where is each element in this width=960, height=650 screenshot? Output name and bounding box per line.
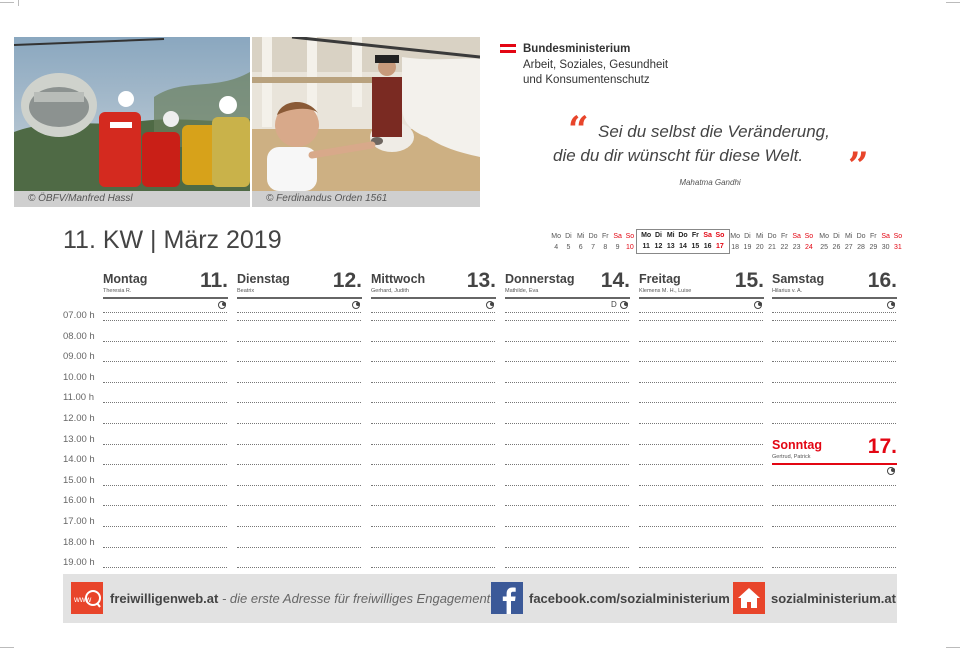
name-day-saints: Beatrix [237,288,255,294]
weekday-abbr: Sa [881,233,890,240]
entry-line[interactable] [505,526,629,527]
quote-author: Mahatma Gandhi [679,178,741,187]
mini-calendar-day: 29 [869,244,878,251]
entry-line[interactable] [772,312,896,313]
crop-mark [18,0,19,6]
weekday-abbr: So [715,232,725,239]
weekday-abbr: Mi [756,233,764,240]
entry-line[interactable] [639,464,763,465]
freiwilligenweb-link[interactable] [110,591,490,606]
mini-calendar-day: 18 [731,244,740,251]
mini-calendar-day: 16 [703,243,712,250]
weekday-abbr: Di [565,233,572,240]
www-label: www [74,595,92,604]
weekday-abbr: So [804,233,814,240]
entry-line[interactable] [505,547,629,548]
mini-calendar-day: 10 [626,244,634,251]
day-header-montag [103,271,228,299]
entry-line[interactable] [103,505,227,506]
name-day-saints: Klemens M. H., Luise [639,288,692,294]
entry-line[interactable] [103,320,227,321]
weekday-abbr: Fr [691,232,699,239]
moon-phase-icon [620,301,628,309]
moon-phase-icon [887,301,895,309]
weekday-abbr: Sa [792,233,801,240]
moon-phase-icon [352,301,360,309]
entry-line[interactable] [772,402,896,403]
entry-line[interactable] [371,361,495,362]
photo-child-horse [252,37,480,191]
day-header-freitag [639,271,764,299]
weekday-abbr: Mi [666,232,675,239]
mini-calendar-day: 4 [554,244,559,251]
mini-calendar-week [550,231,636,253]
entry-line[interactable] [772,423,896,424]
moon-phase-icon [754,301,762,309]
entry-line[interactable] [371,402,495,403]
moon-phase-icon [887,467,895,475]
entry-line[interactable] [237,464,361,465]
entry-line[interactable] [371,320,495,321]
day-name: Mittwoch [371,272,426,286]
hour-label: 09.00 h [63,351,95,363]
entry-line[interactable] [103,423,227,424]
crop-mark [946,647,960,648]
freiwilligenweb-icon[interactable] [71,582,103,614]
hour-label: 18.00 h [63,536,95,548]
mini-calendar-day: 9 [615,244,620,251]
entry-line[interactable] [639,423,763,424]
entry-line[interactable] [237,320,361,321]
weekday-abbr: Di [654,232,662,239]
day-number: 16. [867,269,897,292]
site-freiwilligenweb[interactable]: freiwilligenweb.at [110,591,219,606]
entry-line[interactable] [639,505,763,506]
entry-line[interactable] [505,444,629,445]
weekday-abbr: Fr [781,233,788,240]
weekday-abbr: Sa [703,232,712,239]
ministry-line-2: Arbeit, Soziales, Gesundheit [523,59,669,71]
mini-calendar-day: 26 [832,244,841,251]
entry-line[interactable] [639,312,763,313]
entry-line[interactable] [505,382,629,383]
quote-close-mark: ” [848,145,869,187]
entry-line[interactable] [772,320,896,321]
entry-line[interactable] [505,567,629,568]
mini-calendar-day: 7 [591,244,595,251]
hour-label: 15.00 h [63,474,95,486]
mini-calendar-day: 24 [805,244,813,251]
weekday-abbr: Do [588,233,598,240]
quote-line-2: die du dir wünscht für diese Welt. [553,146,804,165]
entry-line[interactable] [371,567,495,568]
entry-line[interactable] [772,547,896,548]
entry-line[interactable] [772,382,896,383]
photo-rescue-helicopter [14,37,250,191]
entry-line[interactable] [103,312,227,313]
entry-line[interactable] [237,312,361,313]
weekday-abbr: Di [833,233,840,240]
entry-line[interactable] [772,505,896,506]
entry-line[interactable] [639,402,763,403]
entry-line[interactable] [371,505,495,506]
day-name: Freitag [639,272,681,286]
mini-calendar-week [729,231,815,253]
entry-line[interactable] [237,485,361,486]
quote-line-1: Sei du selbst die Veränderung, [598,122,830,141]
mini-calendar-day: 31 [894,244,902,251]
moon-phase-icon [486,301,494,309]
weekday-abbr: Mo [551,233,562,240]
mini-calendar-day: 20 [755,244,764,251]
entry-line[interactable] [237,567,361,568]
day-number: 13. [466,269,496,292]
home-icon[interactable] [733,582,765,614]
hour-label: 14.00 h [63,454,95,466]
day-header-sunday [772,437,897,465]
entry-line[interactable] [371,382,495,383]
entry-line[interactable] [103,567,227,568]
entry-line[interactable] [772,526,896,527]
crop-mark [946,2,960,3]
entry-line[interactable] [237,341,361,342]
day-header-samstag [772,271,897,299]
entry-line[interactable] [103,382,227,383]
entry-line[interactable] [371,526,495,527]
entry-line[interactable] [103,341,227,342]
entry-line[interactable] [103,526,227,527]
mini-calendar-day: 30 [881,244,890,251]
entry-line[interactable] [505,312,629,313]
entry-line[interactable] [639,361,763,362]
entry-line[interactable] [639,547,763,548]
quote-open-mark: “ [568,109,589,151]
weekday-abbr: Mi [845,233,853,240]
day-name: Montag [103,272,148,286]
weekday-abbr: Fr [602,233,609,240]
entry-line[interactable] [772,341,896,342]
name-day-saints: Gerhard, Judith [371,288,409,294]
hour-label: 19.00 h [63,557,95,569]
site-freiwilligenweb-tagline: - die erste Adresse für freiwilliges Engagement [218,591,491,606]
entry-line[interactable] [371,341,495,342]
mini-calendar-day: 28 [857,244,865,251]
weekday-abbr: Mo [819,233,830,240]
hour-label: 13.00 h [63,433,95,445]
weekday-abbr: Do [767,233,777,240]
entry-line[interactable] [505,505,629,506]
entry-line[interactable] [639,444,763,445]
mini-calendar-day: 5 [566,244,571,251]
sozialministerium-link[interactable]: sozialministerium.at [771,591,896,606]
day-name: Donnerstag [505,272,575,286]
hour-label: 16.00 h [63,495,95,507]
entry-line[interactable] [639,567,763,568]
entry-line[interactable] [103,361,227,362]
hour-label: 11.00 h [63,392,94,404]
weekday-abbr: Mo [641,232,652,239]
entry-line[interactable] [103,402,227,403]
entry-line[interactable] [237,547,361,548]
day-marker: D [611,300,617,309]
entry-line[interactable] [237,402,361,403]
mini-calendar-day: 12 [654,243,663,250]
name-day-saints: Gertrud, Patrick [772,454,811,460]
entry-line[interactable] [505,464,629,465]
facebook-icon[interactable] [491,582,523,614]
entry-line[interactable] [103,444,227,445]
entry-line[interactable] [371,464,495,465]
name-day-saints: Mathilde, Eva [505,288,539,294]
entry-line[interactable] [505,341,629,342]
footer-bar [63,574,897,623]
entry-line[interactable] [237,444,361,445]
entry-line[interactable] [505,423,629,424]
weekday-abbr: Mi [577,233,585,240]
day-number: 15. [734,269,764,292]
weekday-abbr: Sa [613,233,622,240]
entry-line[interactable] [505,402,629,403]
weekday-abbr: Do [678,232,688,239]
weekday-abbr: Do [856,233,866,240]
entry-line[interactable] [772,567,896,568]
ministry-name: Bundesministerium [523,43,631,55]
mini-calendar-day: 27 [844,244,853,251]
entry-line[interactable] [237,526,361,527]
entry-line[interactable] [371,485,495,486]
page-title: 11. KW | März 2019 [63,226,282,254]
entry-line[interactable] [237,505,361,506]
entry-line[interactable] [639,341,763,342]
day-header-donnerstag [505,271,630,299]
mini-calendar-day: 19 [743,244,752,251]
weekday-abbr: So [893,233,903,240]
name-day-saints: Theresia R. [103,288,132,294]
entry-line[interactable] [639,320,763,321]
weekday-abbr: Di [744,233,751,240]
crop-mark [0,647,14,648]
mini-calendar-day: 22 [780,244,789,251]
day-header-dienstag [237,271,362,299]
mini-calendar-week [818,231,904,253]
photo-caption-right: © Ferdinandus Orden 1561 [252,191,480,207]
entry-line[interactable] [103,464,227,465]
entry-line[interactable] [505,485,629,486]
facebook-link[interactable]: facebook.com/sozialministerium [529,591,730,606]
entry-line[interactable] [371,547,495,548]
mini-calendar-day: 17 [716,243,724,250]
entry-line[interactable] [772,361,896,362]
entry-line[interactable] [237,423,361,424]
entry-line[interactable] [103,547,227,548]
crop-mark [0,2,14,3]
weekday-abbr: Mo [730,233,741,240]
entry-line[interactable] [505,320,629,321]
hour-label: 08.00 h [63,330,95,342]
mini-calendar-day: 11 [642,243,650,250]
day-number: 11. [199,269,228,292]
mini-calendar-day: 23 [792,244,801,251]
mini-calendar-day: 13 [666,243,675,250]
entry-line[interactable] [237,361,361,362]
entry-line[interactable] [371,444,495,445]
mini-calendar-day: 14 [679,243,687,250]
day-name: Sonntag [772,438,822,452]
ministry-line-3: und Konsumentenschutz [523,74,650,86]
day-number: 14. [600,269,630,292]
day-header-mittwoch [371,271,496,299]
name-day-saints: Hilarius v. A. [772,288,803,294]
day-name: Samstag [772,272,825,286]
photo-caption-left: © ÖBFV/Manfred Hassl [14,191,250,207]
entry-line[interactable] [639,526,763,527]
day-name: Dienstag [237,272,290,286]
mini-calendar-week [636,229,730,254]
mini-calendar-day: 21 [768,244,776,251]
mini-calendar-day: 6 [578,244,583,251]
entry-line[interactable] [371,312,495,313]
entry-line[interactable] [639,485,763,486]
entry-line[interactable] [772,485,896,486]
entry-line[interactable] [237,382,361,383]
moon-phase-icon [218,301,226,309]
entry-line[interactable] [103,485,227,486]
entry-line[interactable] [505,361,629,362]
hour-label: 12.00 h [63,413,95,424]
mini-calendar-day: 15 [691,243,700,250]
hour-label: 17.00 h [63,516,95,527]
hour-label: 07.00 h [63,310,95,321]
day-number: 17. [867,435,897,458]
day-number: 12. [332,269,362,292]
mini-calendar-day: 25 [820,244,829,251]
entry-line[interactable] [371,423,495,424]
weekday-abbr: So [625,233,635,240]
weekday-abbr: Fr [870,233,877,240]
entry-line[interactable] [639,382,763,383]
hour-label: 10.00 h [63,371,95,383]
mini-calendar-day: 8 [603,244,608,251]
